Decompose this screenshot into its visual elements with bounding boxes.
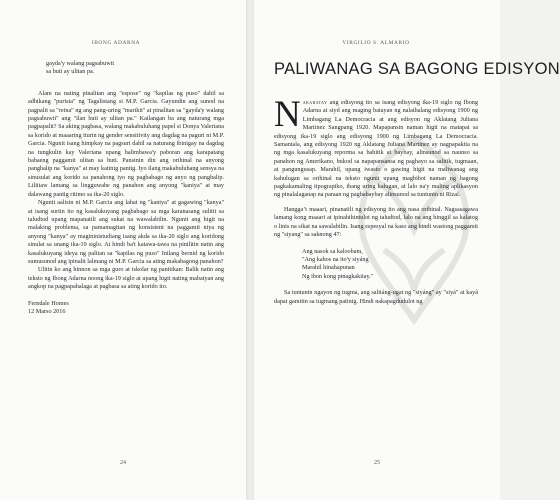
- verse-line: "Ang kahos na ito'y siyáng: [302, 255, 369, 263]
- first-paragraph: [274, 94, 478, 200]
- right-body-text: [274, 94, 478, 240]
- chapter-title: PALIWANAG SA BAGONG EDISYON: [274, 60, 560, 78]
- page-number-left: 24: [120, 460, 126, 466]
- poem-line: gayda'y walang pagsabuwit: [46, 60, 115, 67]
- signature-place: Ferndale Homes: [28, 299, 69, 307]
- running-head-right: VIRGILIO S. ALMARIO: [342, 40, 410, 46]
- paragraph: Sa tuntunin ngayon ng tugma, ang salitáng-ugat ng "siyáng" ay "siyá" at kayâ dapat gamitin sa tugmang patinig. Hindi nakapagdudulot ng: [274, 289, 478, 305]
- paragraph: Ngunit aalisin ni M.P. Garcia ang lahat ng "kaniya" at gagawing "kanya" at isang suriin ito ng kasalukuyang pagbabago sa mga karanasang sulitit sa taludtod upang mapanatili ang sukat na wawalabilin. Ngunit ang higit na malaking problema, sa pamamagitan ng konsistent na paggamit niya ng anyong "kanya" ay magininistudiang isang akda sa ika-20 siglo ang koridong sinulat sa unang ika-19 siglo. At hindi ba't katawa-tawa na pinilitin natin ang kasalukuyang ideya ng palitan sa "kapilas ng puso" Inilang bernid ng korido sumusunod ang ipinalit lalmang ni M.P. Garcia sa ating makabagong panahon?: [28, 199, 224, 265]
- verse-line: Marahil hinahapunan: [302, 264, 355, 272]
- paragraph: Alam na nating pinalitan ang "espose" ng "kapilas ng puso" dahil sa adhikang "purista" ng Tagalistang si M.P. Garcia. Gayundin ang sunod na pagpalit sa "reina" ng ang pang-uring "marikit" at pinalitan sa "gayda'y walang pagsabuwit" ang "ilan buti ay ulitan pa." Kailangan ba ang naturang mga pagpapalit? Sa aking pagbasa, walang makabuluhang papel si Donya Valeriana sa korido at maaaring iturin ng gender sensitivity ang dagdag na paguri ni M.P. Garcia. Ngunit isang himpkay na pagsuri dahil sa naturang ibinigay na dagdag na tungkulin kay Valeriana upang halimbawa'y paboran ang karapatang babaeng paggamit ulitan sa buti. Pansinin din ang orihinal na anyong panghalip na "kanya" at may katinig pantig. Iyo ilang makabuluhang sensya na sinusulat ang korido sa panahong iyo ng pagbabago ng anyo ng panghalip. Liliitaw lamang sa lingguwahe ng panahon ang anyong "kaniya" at may dalawang pantig ritimo sa ika-20 siglo.: [28, 89, 224, 198]
- left-body-text: [28, 90, 224, 292]
- book-gutter: [246, 0, 254, 500]
- signature-block: [28, 300, 224, 317]
- verse-line: Ang nasok sa kaloobam,: [302, 247, 363, 255]
- signature-date: 12 Marso 2016: [28, 307, 66, 315]
- lead-in-smallcaps: akabatay: [302, 99, 328, 106]
- poem-line: sa buti ay ulitan pa.: [46, 68, 95, 76]
- running-head-left: IBONG ADARNA: [91, 40, 141, 46]
- verse-quote: [302, 248, 478, 282]
- right-page: [254, 0, 560, 500]
- paragraph: Ulitin ko ang hinnon sa mga guro at iskolar ng panitikan: Balik natin ang teksto ng Ibong Adarna noong ika-19 siglo at upang higit nating mabatyan ang angkop na pagpapahalaga at pagbasa sa ating korido ito.: [28, 266, 224, 291]
- page-number-right: 25: [374, 460, 380, 466]
- paragraph: Hanggaʼt maaari, pinanatili ng edisyong ito ang nasa orihinal. Nagsasagawa lamang kong maaari at ipinahihintulot ng taludtod, lalo na ang hinggil sa kalatog o linis na sikat na sawalabilin. Isang espesyal na kaso ang hindi wastong paggamit ng "siyang" sa saknong 47:: [274, 205, 478, 239]
- right-body-text-continued: [274, 289, 478, 306]
- left-page: [0, 0, 246, 500]
- first-paragraph-text: ang edisyong ito sa isang edisyong ika-19 siglo ng Ibong Adarna at siyd ang maging batayan ng nalathalang edisyong 1900 ng Limbagang La Democracia at ang edisyon ng Aklatang Juliana Martinez Sangpang 1920. Mapapansin naman higit na matapat sa edisyong ika-19 siglo ang edisyong 1900 ng Limbagang La Democracia. Samantala, ang edisyong 1920 ng Aklatang Juliana Martinez ay nagpapakita na ng mga kasalukuyang reporma sa bahitik at baybay, alinsunod sa naunso sa panahon ng Amerikano, bukod sa napapansansa ng paghayo sa salitik, tugmaan, at pangungusap. Marahil, upang iwasto o gawing higit na maliwanag ang kahulugan sa orihinal na teksto ngunit upang magbibot naman ng bagong pagkakamaling tipograpiko, ibang uring kalugan, at lalo na'y maling aplikasyon ng pinalalaganap na paraan ng pagbabaybay alinsunod sa tuntunin ni Rizal.: [274, 99, 478, 199]
- poem-excerpt: [46, 60, 224, 77]
- verse-line: Ng ibon kong pinagkakitay.": [302, 272, 374, 280]
- drop-cap: N: [274, 94, 301, 135]
